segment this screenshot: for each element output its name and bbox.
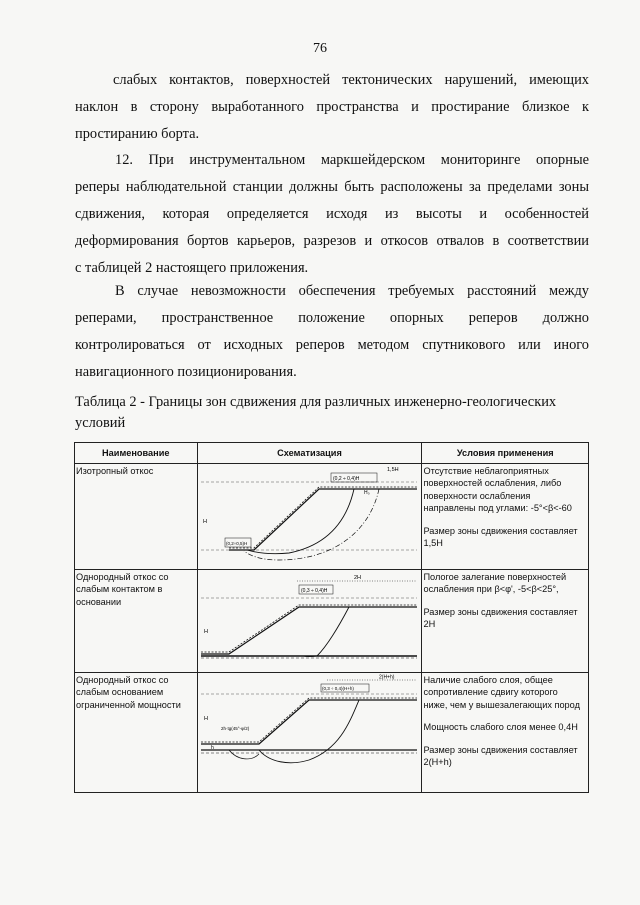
caption-line: условий [75, 415, 126, 431]
condition-line: Пологое залегание поверхностей [423, 572, 567, 582]
condition-line: 2H [423, 619, 436, 630]
diagram-label: 2(H+h) [378, 674, 394, 681]
condition-block [423, 525, 587, 550]
condition-line: Отсутствие неблагоприятных [423, 466, 549, 476]
displacement-zones-table [74, 442, 589, 793]
condition-block [423, 744, 587, 769]
weak-base-slope-diagram [199, 674, 419, 786]
condition-line: Наличие слабого слоя, общее [423, 675, 553, 685]
diagram-label: 1,5H [386, 467, 399, 473]
weak-contact-slope-diagram [199, 571, 419, 667]
name-line: слабым контактом в [76, 584, 163, 595]
name-line: слабым основанием [76, 687, 164, 698]
diagram-label: h [210, 745, 214, 751]
condition-line: ослабления при β<φ', -5<β<25°, [423, 584, 559, 595]
page-number: 76 [313, 41, 327, 56]
name-line: Однородный откос со [76, 675, 169, 685]
diagram-label: 2h·tg(45°-φ/2) [220, 726, 249, 731]
diagram-label: H [202, 519, 207, 525]
row-schema [197, 570, 422, 673]
paragraph-line: наклон в сторону выработанного пространства и простирание близкое к [75, 99, 589, 115]
diagram-label: H [203, 629, 208, 635]
condition-line: ниже, чем у вышезалегающих пород [423, 699, 580, 710]
diagram-label: (0,3 ÷ 0,4)H [300, 588, 327, 594]
condition-line: сопротивление сдвигу которого [423, 687, 558, 698]
paragraph-1 [75, 67, 589, 148]
paragraph-3 [75, 278, 589, 386]
diagram-label: (0,3 ÷ 0,4)(H+h) [321, 686, 354, 691]
diagram-label: H [203, 716, 208, 722]
row-conditions [422, 673, 589, 793]
name-line: Изотропный откос [76, 466, 154, 476]
row-schema [197, 464, 422, 570]
row-name [75, 570, 198, 673]
row-conditions [422, 464, 589, 570]
paragraph-line: 12. При инструментальном маркшейдерском мониторинге опорные [115, 152, 589, 168]
table-row [75, 570, 589, 673]
isotropic-slope-diagram [199, 465, 419, 565]
table-row [75, 464, 589, 570]
condition-line: 2(H+h) [423, 757, 452, 768]
paragraph-line: контролироваться от исходных реперов методом спутникового или иного [75, 337, 589, 353]
paragraph-line: В случае невозможности обеспечения требуемых расстояний между [115, 283, 589, 299]
name-line: Однородный откос со [76, 572, 169, 582]
diagram-label: H₀ [363, 490, 370, 496]
header-name: Наименование [75, 443, 198, 464]
condition-line: направлены под углами: -5°<β<-60 [423, 503, 572, 514]
paragraph-line: сдвижения, которая определяется исходя из высоты и особенностей [75, 206, 589, 222]
condition-block [423, 606, 587, 631]
condition-line: поверхностей ослабления, либо [423, 478, 562, 489]
table-caption [75, 392, 589, 434]
paragraph-line: простиранию борта. [75, 126, 200, 142]
condition-line: Размер зоны сдвижения составляет [423, 525, 578, 536]
paragraph-2 [75, 147, 589, 282]
name-line: ограниченной мощности [76, 699, 181, 710]
condition-line: 1,5H [423, 538, 443, 549]
condition-line: поверхности ослабления [423, 490, 531, 501]
paragraph-line: навигационного позиционирования. [75, 364, 297, 380]
condition-block [423, 465, 587, 515]
diagram-label: (0,2 ÷ 0,4)H [332, 476, 359, 482]
condition-block [423, 571, 587, 596]
caption-line: Таблица 2 - Границы зон сдвижения для различных инженерно-геологических [75, 394, 557, 410]
header-schema: Схематизация [197, 443, 422, 464]
paragraph-line: реперами, пространственное положение опорных реперов должно [75, 310, 589, 326]
paragraph-line: деформирования бортов карьеров, разрезов и откосов отвалов в соответствии [75, 233, 589, 249]
row-name [75, 673, 198, 793]
condition-line: Мощность слабого слоя менее 0,4H [423, 722, 578, 733]
row-name [75, 464, 198, 570]
row-schema [197, 673, 422, 793]
row-conditions [422, 570, 589, 673]
diagram-label: (0,2÷0,5)H [225, 541, 247, 546]
diagram-label: 2H [353, 575, 361, 581]
paragraph-line: реперы наблюдательной станции должны быть расположены за пределами зоны [75, 179, 589, 195]
name-line: основании [76, 596, 122, 607]
condition-block [423, 674, 587, 711]
table-row [75, 673, 589, 793]
paragraph-line: с таблицей 2 настоящего приложения. [75, 260, 309, 276]
condition-line: Размер зоны сдвижения составляет [423, 606, 578, 617]
condition-line: Размер зоны сдвижения составляет [423, 744, 578, 755]
paragraph-line: слабых контактов, поверхностей тектонических нарушений, имеющих [113, 72, 589, 88]
condition-block [423, 721, 587, 733]
header-conditions: Условия применения [422, 443, 589, 464]
table-header-row [75, 443, 589, 464]
